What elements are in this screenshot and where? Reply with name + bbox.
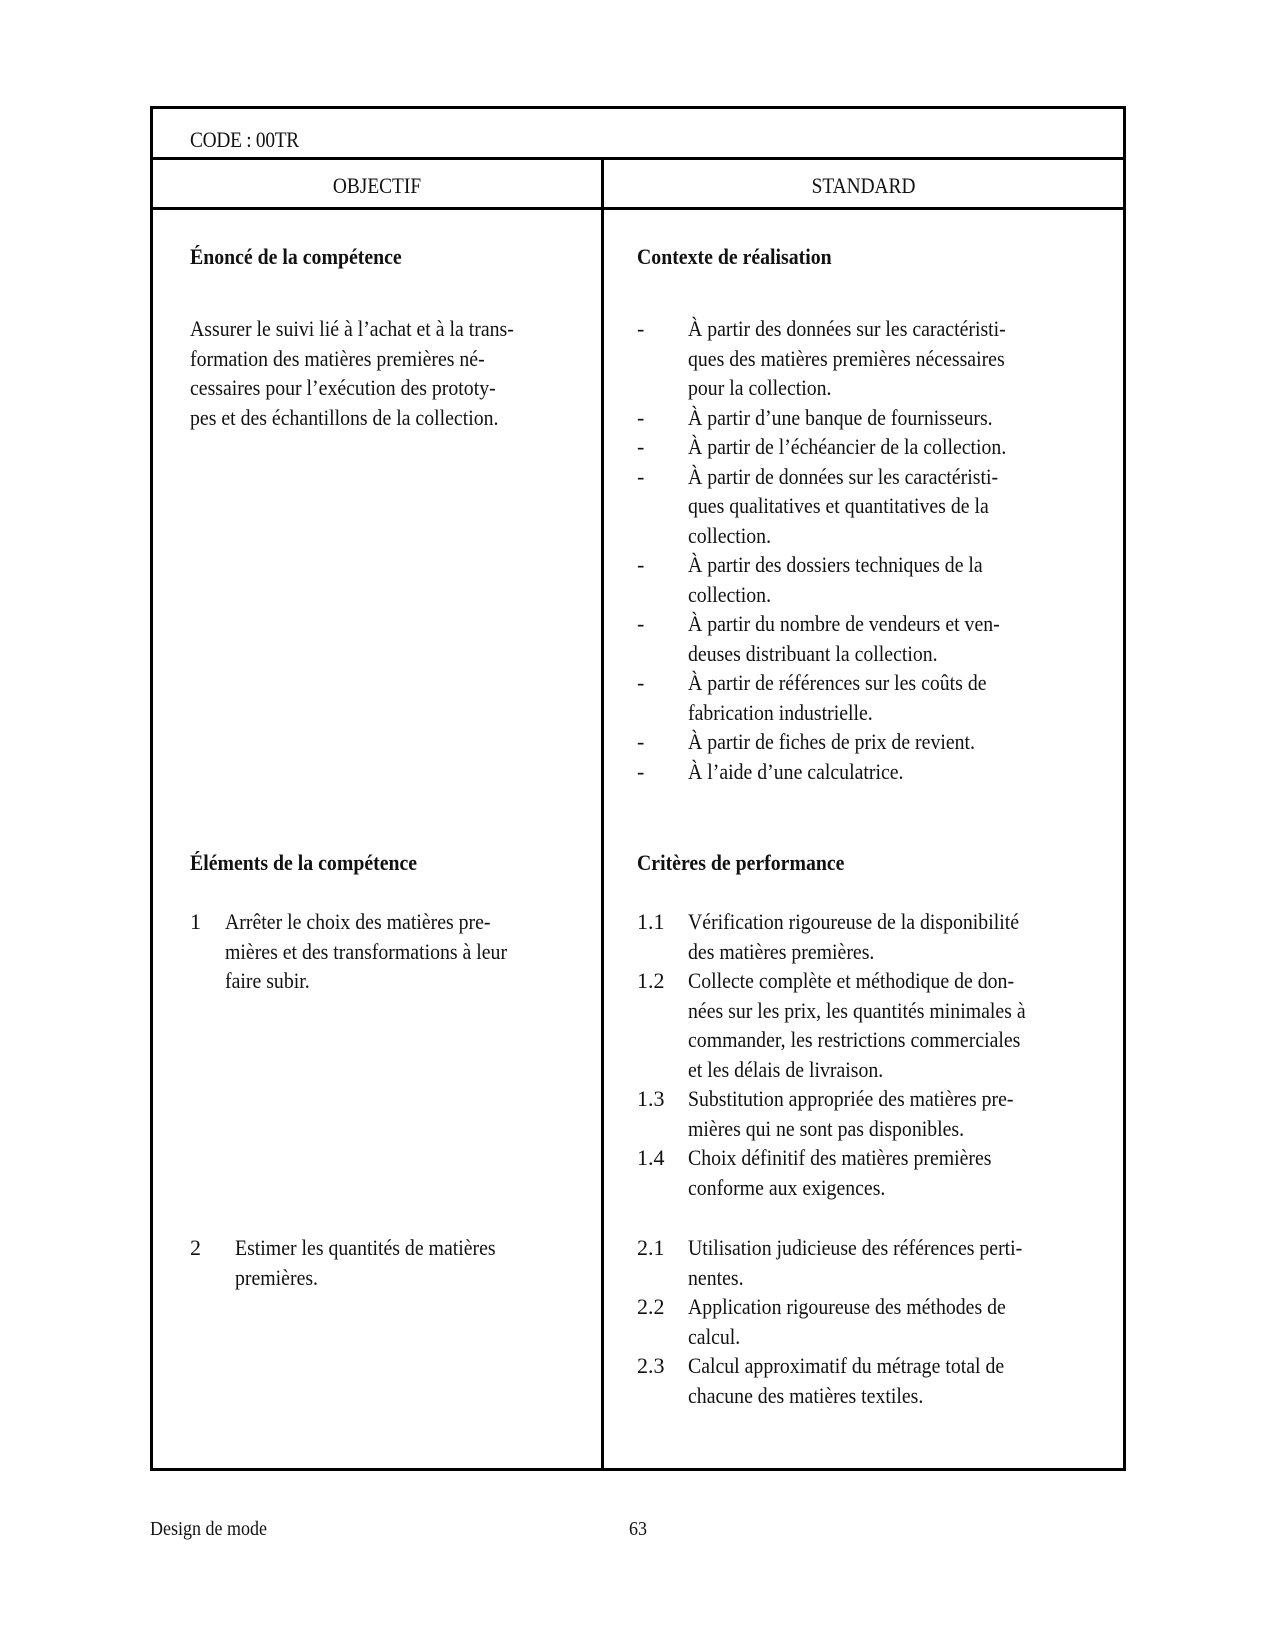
list-item-text <box>688 432 1087 462</box>
header-row <box>153 157 1123 210</box>
list-item-line-text: et les délais de livraison. <box>688 1056 884 1082</box>
column-divider <box>601 157 604 1468</box>
contexte-item <box>637 314 1087 403</box>
list-marker: - <box>637 316 645 341</box>
list-item-line <box>688 757 1087 787</box>
list-item-line-text: nentes. <box>688 1264 744 1290</box>
list-item-line <box>688 727 1087 757</box>
list-item-text <box>688 1351 1087 1410</box>
list-item-line <box>235 1263 590 1293</box>
list-item-line <box>688 462 1087 492</box>
list-item-line <box>688 1114 1087 1144</box>
list-marker: - <box>637 463 645 489</box>
criteres-heading-text: Critères de performance <box>637 850 845 875</box>
list-item-text <box>688 907 1087 966</box>
enonce-line <box>190 373 550 403</box>
list-item-text <box>688 1084 1087 1143</box>
elements-heading-text: Éléments de la compétence <box>190 850 418 875</box>
list-item-line <box>688 1025 1087 1055</box>
contexte-item <box>637 609 1087 668</box>
list-item-line <box>688 668 1087 698</box>
list-item-text <box>688 757 1087 787</box>
list-item-line-text: calcul. <box>688 1323 741 1349</box>
enonce-line <box>190 344 550 374</box>
code-row <box>153 109 1123 160</box>
contexte-item <box>637 757 1087 787</box>
elements-list-2 <box>190 1233 590 1292</box>
list-marker: 1.2 <box>637 968 665 993</box>
list-item-line <box>688 1143 1087 1173</box>
list-item-line <box>688 1322 1087 1352</box>
list-item-line-text: mières et des transformations à leur <box>225 938 508 964</box>
criteres-heading <box>637 848 868 878</box>
list-item-text <box>688 1233 1087 1292</box>
code-label: CODE : 00TR <box>190 127 299 152</box>
list-item-line-text: À partir de fiches de prix de revient. <box>688 729 975 754</box>
list-marker: - <box>637 729 645 754</box>
list-item-text <box>688 727 1087 757</box>
list-item-line-text: fabrication industrielle. <box>688 699 873 725</box>
contexte-heading-text: Contexte de réalisation <box>637 244 832 269</box>
critere-item <box>637 1351 1087 1410</box>
list-item-line <box>688 996 1087 1026</box>
criteres-group-2 <box>637 1233 1087 1410</box>
list-item-line <box>688 1292 1087 1322</box>
list-item-line <box>225 937 590 967</box>
list-item-line-text: Arrêter le choix des matières pre- <box>225 909 491 934</box>
list-item-line-text: collection. <box>688 522 772 548</box>
list-item-line <box>688 907 1087 937</box>
list-item-line <box>688 698 1087 728</box>
enonce-line-text: cessaires pour l’exécution des prototy- <box>190 375 496 400</box>
contexte-item <box>637 727 1087 757</box>
list-marker: 1 <box>190 909 201 934</box>
critere-item <box>637 907 1087 966</box>
list-item-line-text: commander, les restrictions commerciales <box>688 1027 1021 1052</box>
enonce-body <box>190 314 550 432</box>
list-item-line <box>688 1233 1087 1263</box>
contexte-item <box>637 668 1087 727</box>
enonce-line-text: formation des matières premières né- <box>190 345 485 371</box>
contexte-item <box>637 462 1087 551</box>
footer-title-text: Design de mode <box>150 1518 267 1540</box>
list-item-line <box>688 1055 1087 1085</box>
list-item-line-text: Collecte complète et méthodique de don- <box>688 968 1015 993</box>
enonce-line-text: Assurer le suivi lié à l’achat et à la trans- <box>190 316 514 341</box>
list-item-line <box>688 373 1087 403</box>
criteres-group-1 <box>637 907 1087 1202</box>
list-item-line-text: Calcul approximatif du métrage total de <box>688 1353 1005 1378</box>
header-objectif: OBJECTIF <box>332 173 422 198</box>
list-item-text <box>688 966 1087 1084</box>
list-item-text <box>688 668 1087 727</box>
list-item-line-text: faire subir. <box>225 968 310 993</box>
list-item-text <box>688 462 1087 551</box>
list-item-line <box>688 491 1087 521</box>
enonce-heading <box>190 242 425 272</box>
list-item-line <box>688 403 1087 433</box>
list-item-line <box>235 1233 590 1263</box>
list-item-line-text: des matières premières. <box>688 938 875 964</box>
list-item-line <box>225 907 590 937</box>
list-item-text <box>225 907 590 996</box>
enonce-heading-text: Énoncé de la compétence <box>190 244 402 269</box>
critere-item <box>637 1084 1087 1143</box>
list-item-line <box>688 432 1087 462</box>
enonce-line-text: pes et des échantillons de la collection. <box>190 404 499 430</box>
contexte-heading <box>637 242 853 272</box>
list-marker: - <box>637 552 645 577</box>
list-item-text <box>688 403 1087 433</box>
critere-item <box>637 966 1087 1084</box>
list-item-text <box>688 1143 1087 1202</box>
list-marker: 1.3 <box>637 1086 665 1111</box>
list-item-line-text: chacune des matières textiles. <box>688 1382 924 1408</box>
list-item-line <box>688 1351 1087 1381</box>
contexte-list <box>637 314 1087 786</box>
list-item-text <box>688 314 1087 403</box>
list-marker: - <box>637 404 645 430</box>
list-item-line-text: conforme aux exigences. <box>688 1174 886 1200</box>
list-item-line <box>688 1084 1087 1114</box>
list-item-line-text: mières qui ne sont pas disponibles. <box>688 1115 965 1141</box>
list-marker: - <box>637 758 645 784</box>
list-marker: 2.1 <box>637 1235 665 1260</box>
list-item-line <box>688 1173 1087 1203</box>
list-item-line <box>688 639 1087 669</box>
enonce-line <box>190 314 550 344</box>
list-item-line <box>688 966 1087 996</box>
list-item-line <box>688 580 1087 610</box>
list-item-line-text: Vérification rigoureuse de la disponibilité <box>688 909 1020 934</box>
list-item-line-text: À partir des dossiers techniques de la <box>688 552 983 577</box>
critere-item <box>637 1292 1087 1351</box>
page-number-text: 63 <box>629 1518 647 1540</box>
list-item-line-text: ques des matières premières nécessaires <box>688 345 1005 371</box>
enonce-line <box>190 403 550 433</box>
list-item-line-text: Choix définitif des matières premières <box>688 1145 992 1170</box>
critere-item <box>637 1143 1087 1202</box>
list-item-line-text: À l’aide d’une calculatrice. <box>688 758 904 784</box>
list-item-line-text: À partir de données sur les caractéristi- <box>688 463 999 489</box>
list-marker: 2.2 <box>637 1294 665 1319</box>
list-item-line <box>225 966 590 996</box>
list-item-text <box>235 1233 590 1292</box>
list-item-line <box>688 1381 1087 1411</box>
contexte-item <box>637 550 1087 609</box>
header-standard: STANDARD <box>811 173 916 198</box>
list-item-line-text: nées sur les prix, les quantités minimales à <box>688 997 1026 1023</box>
list-item-line <box>688 609 1087 639</box>
list-item-line-text: À partir du nombre de vendeurs et ven- <box>688 611 1000 636</box>
list-item-text <box>688 609 1087 668</box>
list-item-line-text: deuses distribuant la collection. <box>688 640 938 666</box>
critere-item <box>637 1233 1087 1292</box>
list-marker: 1.4 <box>637 1145 665 1170</box>
list-item-line-text: ques qualitatives et quantitatives de la <box>688 493 989 518</box>
list-item-line-text: collection. <box>688 581 772 607</box>
contexte-item <box>637 403 1087 433</box>
list-item-line-text: À partir d’une banque de fournisseurs. <box>688 404 993 430</box>
list-item-line-text: Utilisation judicieuse des références perti- <box>688 1235 1023 1260</box>
list-item-line <box>688 314 1087 344</box>
elements-heading <box>190 848 442 878</box>
list-item-text <box>688 550 1087 609</box>
element-item <box>190 1233 590 1292</box>
list-marker: 2 <box>190 1235 201 1260</box>
list-marker: - <box>637 611 645 636</box>
list-item-line <box>688 521 1087 551</box>
list-item-line-text: pour la collection. <box>688 375 832 400</box>
list-item-line <box>688 344 1087 374</box>
list-item-line <box>688 937 1087 967</box>
list-item-line-text: À partir de références sur les coûts de <box>688 670 987 695</box>
elements-list-1 <box>190 907 590 996</box>
list-item-line-text: Substitution appropriée des matières pre- <box>688 1086 1014 1111</box>
list-item-line-text: Estimer les quantités de matières <box>235 1235 496 1260</box>
page-number <box>629 1518 649 1541</box>
list-item-line-text: Application rigoureuse des méthodes de <box>688 1294 1006 1319</box>
list-item-line <box>688 550 1087 580</box>
list-item-line-text: À partir de l’échéancier de la collection. <box>688 434 1007 459</box>
list-item-line-text: À partir des données sur les caractéristi- <box>688 316 1006 341</box>
element-item <box>190 907 590 996</box>
list-item-line <box>688 1263 1087 1293</box>
list-item-text <box>688 1292 1087 1351</box>
list-item-line-text: premières. <box>235 1264 319 1290</box>
contexte-item <box>637 432 1087 462</box>
list-marker: - <box>637 670 645 695</box>
list-marker: 1.1 <box>637 909 665 934</box>
list-marker: 2.3 <box>637 1353 665 1378</box>
list-marker: - <box>637 434 645 459</box>
footer-title <box>150 1518 280 1541</box>
